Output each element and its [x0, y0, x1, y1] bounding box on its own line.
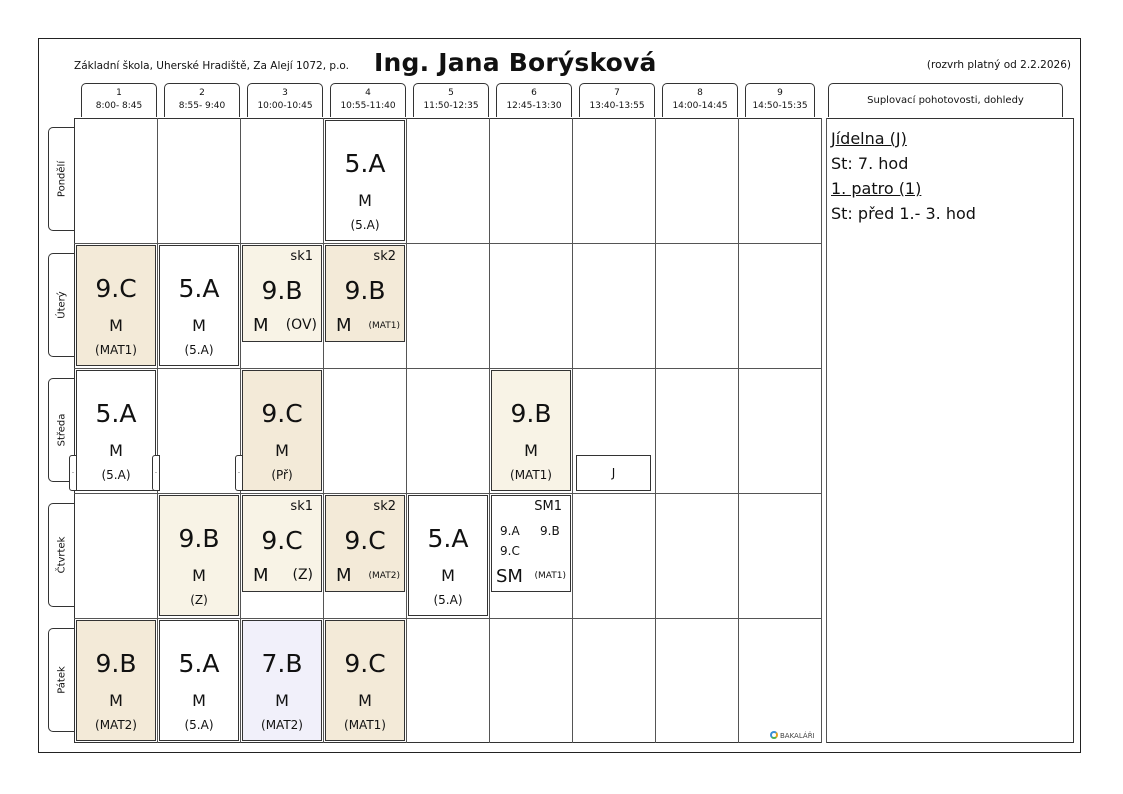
lesson-tue-1[interactable] [76, 245, 156, 366]
lesson-fri-4[interactable] [325, 620, 405, 741]
period-header-7: 7 13:40-13:55 [579, 83, 655, 117]
lesson-subject: M [109, 441, 123, 460]
wed-duty-cell[interactable]: J [576, 455, 651, 491]
period-header-9: 9 14:50-15:35 [745, 83, 815, 117]
day-header-friday: Pátek [48, 628, 74, 732]
lesson-class: 9.B [510, 399, 552, 428]
lesson-wed-6[interactable] [491, 370, 571, 491]
duty-column-separator [821, 118, 827, 743]
period-header-1: 1 8:00- 8:45 [81, 83, 157, 117]
lesson-subject: M [275, 441, 289, 460]
lesson-room: (MAT2) [368, 571, 400, 581]
period-header-3: 3 10:00-10:45 [247, 83, 323, 117]
lesson-wed-1[interactable] [76, 370, 156, 491]
day-header-monday: Pondělí [48, 127, 74, 231]
lesson-room: (MAT1) [510, 468, 552, 482]
lesson-thu-2[interactable] [159, 495, 239, 616]
period-header-4: 4 10:55-11:40 [330, 83, 406, 117]
lesson-subject: M [524, 441, 538, 460]
grid-line [74, 368, 821, 369]
lesson-subject: M [253, 565, 269, 586]
school-name: Základní škola, Uherské Hradiště, Za Alejí 1072, p.o. [74, 60, 349, 72]
lesson-room: (MAT2) [95, 718, 137, 732]
duty-place: Jídelna (J) [831, 129, 907, 148]
teacher-name: Ing. Jana Borýsková [374, 48, 657, 77]
period-header-8: 8 14:00-14:45 [662, 83, 738, 117]
duty-tab-marker: - [235, 455, 243, 491]
lesson-wed-3[interactable] [242, 370, 322, 491]
lesson-subject: M [358, 191, 372, 210]
duty-header: Suplovací pohotovosti, dohledy [828, 83, 1063, 117]
validity-note: (rozvrh platný od 2.2.2026) [926, 59, 1071, 71]
lesson-room: (MAT1) [344, 718, 386, 732]
lesson-room: (MAT2) [261, 718, 303, 732]
grid-line [157, 118, 158, 743]
grid-line [655, 118, 656, 743]
day-header-wednesday: Středa [48, 378, 74, 482]
duty-tab-marker: - [152, 455, 160, 491]
lesson-thu-6[interactable] [491, 495, 571, 592]
grid-line [323, 118, 324, 743]
lesson-group: sk1 [290, 499, 313, 514]
lesson-thu-3[interactable] [242, 495, 322, 592]
duty-detail: St: před 1.- 3. hod [831, 204, 976, 223]
lesson-room: (5.A) [350, 218, 380, 232]
lesson-class: 9.C [261, 526, 303, 555]
lesson-room: (Z) [190, 593, 208, 607]
lesson-class: 7.B [261, 649, 303, 678]
lesson-group: SM1 [534, 499, 562, 514]
lesson-class: 5.A [427, 524, 469, 553]
lesson-room: (5.A) [184, 343, 214, 357]
lesson-room: (5.A) [433, 593, 463, 607]
lesson-tue-4[interactable] [325, 245, 405, 342]
lesson-group: sk2 [373, 499, 396, 514]
grid-line [406, 118, 407, 743]
lesson-class: 9.A [500, 524, 520, 538]
lesson-thu-5[interactable] [408, 495, 488, 616]
lesson-class: 9.B [344, 276, 386, 305]
lesson-room: (MAT1) [534, 571, 566, 581]
grid-line [572, 118, 573, 743]
brand-text: BAKALÁŘI [780, 732, 815, 740]
lesson-class: 9.C [95, 274, 137, 303]
lesson-room: (MAT1) [95, 343, 137, 357]
lesson-room: (5.A) [184, 718, 214, 732]
day-header-tuesday: Úterý [48, 253, 74, 357]
lesson-class: 5.A [344, 149, 386, 178]
lesson-group: sk1 [290, 249, 313, 264]
lesson-subject: M [441, 566, 455, 585]
grid-line [74, 493, 821, 494]
lesson-class: 9.B [540, 524, 560, 538]
lesson-subject: M [109, 691, 123, 710]
period-header-5: 5 11:50-12:35 [413, 83, 489, 117]
lesson-class: 5.A [178, 649, 220, 678]
lesson-class: 9.B [178, 524, 220, 553]
lesson-class: 9.C [261, 399, 303, 428]
lesson-mon-4[interactable] [325, 120, 405, 241]
brand-logo [770, 731, 815, 740]
lesson-class: 9.C [344, 526, 386, 555]
lesson-subject: SM [496, 566, 523, 587]
period-header-6: 6 12:45-13:30 [496, 83, 572, 117]
lesson-room: (Z) [292, 567, 313, 583]
lesson-room: (5.A) [101, 468, 131, 482]
lesson-fri-2[interactable] [159, 620, 239, 741]
grid-line [738, 118, 739, 743]
lesson-thu-4[interactable] [325, 495, 405, 592]
lesson-subject: M [336, 315, 352, 336]
lesson-subject: M [109, 316, 123, 335]
lesson-class: 5.A [178, 274, 220, 303]
lesson-subject: M [192, 566, 206, 585]
lesson-class: 5.A [95, 399, 137, 428]
lesson-subject: M [253, 315, 269, 336]
lesson-class: 9.B [95, 649, 137, 678]
bakalari-logo-icon [770, 731, 778, 739]
lesson-room: (MAT1) [368, 321, 400, 331]
lesson-tue-2[interactable] [159, 245, 239, 366]
lesson-class: 9.C [500, 544, 520, 558]
grid-line [74, 243, 821, 244]
lesson-fri-3[interactable] [242, 620, 322, 741]
lesson-room: (OV) [285, 317, 317, 333]
lesson-group: sk2 [373, 249, 396, 264]
lesson-subject: M [358, 691, 372, 710]
lesson-fri-1[interactable] [76, 620, 156, 741]
lesson-tue-3[interactable] [242, 245, 322, 342]
lesson-class: 9.C [344, 649, 386, 678]
duty-tab-marker: - [69, 455, 77, 491]
grid-line [489, 118, 490, 743]
day-header-thursday: Čtvrtek [48, 503, 74, 607]
duty-detail: St: 7. hod [831, 154, 909, 173]
lesson-class: 9.B [261, 276, 303, 305]
grid-line [240, 118, 241, 743]
lesson-room: (Př) [271, 468, 293, 482]
period-header-2: 2 8:55- 9:40 [164, 83, 240, 117]
grid-line [74, 618, 821, 619]
lesson-subject: M [192, 691, 206, 710]
lesson-subject: M [275, 691, 289, 710]
duty-place: 1. patro (1) [831, 179, 922, 198]
lesson-subject: M [192, 316, 206, 335]
lesson-subject: M [336, 565, 352, 586]
duty-list [831, 126, 976, 226]
